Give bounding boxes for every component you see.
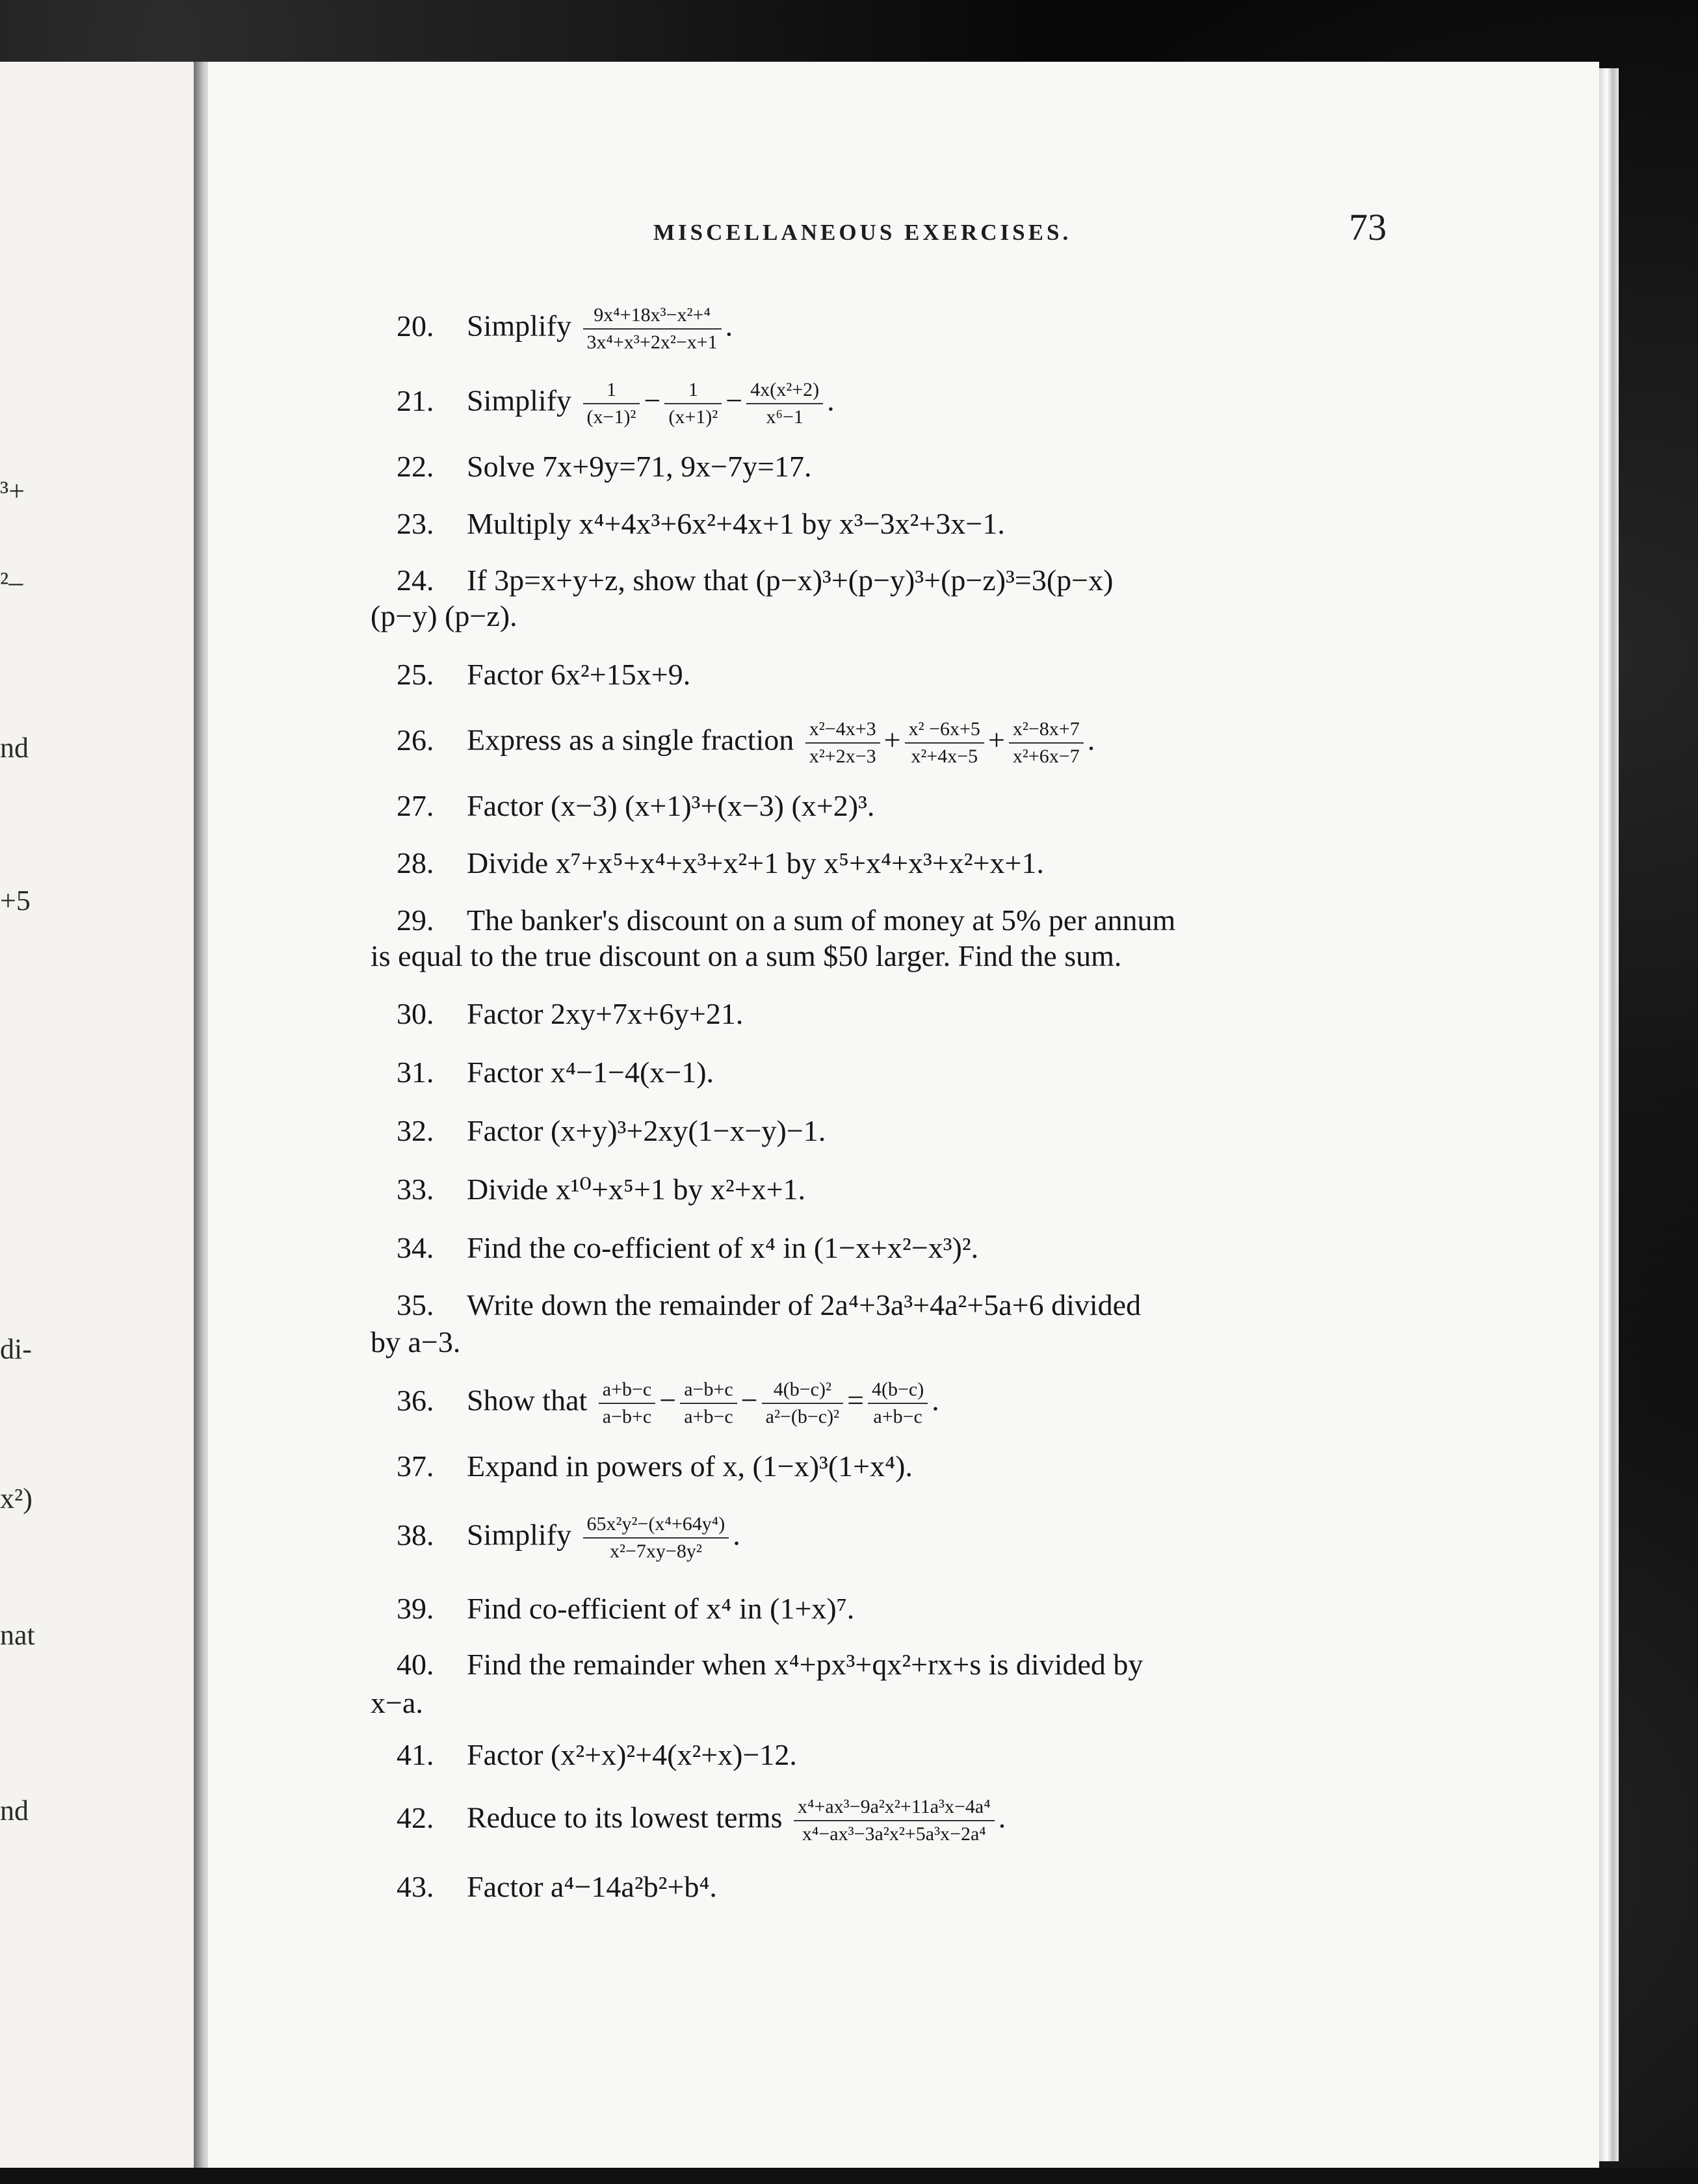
- page-number: 73: [1349, 206, 1387, 248]
- exercise-text: The banker's discount on a sum of money at 5% per annum: [467, 904, 1176, 937]
- exercise-number: 32.: [397, 1114, 434, 1147]
- exercise-number: 43.: [397, 1870, 434, 1903]
- exercise-text: If 3p=x+y+z, show that (p−x)³+(p−y)³+(p−z)³=3(p−x): [467, 564, 1114, 597]
- exercise-text: Find co-efficient of x⁴ in (1+x)⁷.: [467, 1592, 855, 1625]
- numerator: x²−4x+3: [805, 716, 880, 744]
- exercise-item: [397, 1287, 1141, 1323]
- exercise-number: 36.: [397, 1383, 434, 1417]
- exercise-text: Divide x¹⁰+x⁵+1 by x²+x+1.: [467, 1173, 806, 1206]
- denominator: a+b−c: [873, 1406, 922, 1427]
- numerator: 1: [664, 377, 722, 404]
- fraction: [1009, 716, 1084, 770]
- exercise-continuation: is equal to the true discount on a sum $50 larger. Find the sum.: [371, 939, 1122, 972]
- exercise-item: [397, 902, 1175, 939]
- scan-border: [0, 2168, 1698, 2184]
- denominator: a−b+c: [602, 1406, 652, 1427]
- fraction: [868, 1377, 928, 1430]
- exercise-item: [397, 656, 690, 693]
- fraction: [746, 377, 823, 430]
- denominator: x⁶−1: [766, 406, 803, 428]
- exercise-text: Simplify: [467, 1518, 572, 1552]
- exercise-item: [397, 788, 874, 824]
- page-edge: [1599, 68, 1619, 2161]
- exercise-text: Simplify: [467, 384, 572, 417]
- facing-page-text: di-: [0, 1333, 32, 1365]
- exercise-item: [397, 1511, 740, 1565]
- numerator: a−b+c: [680, 1377, 737, 1404]
- exercise-text: Factor 2xy+7x+6y+21.: [467, 997, 744, 1030]
- exercise-text: Factor (x−3) (x+1)³+(x−3) (x+2)³.: [467, 789, 875, 822]
- denominator: (x+1)²: [668, 406, 718, 428]
- exercise-item: [397, 1737, 797, 1773]
- exercise-number: 39.: [397, 1592, 434, 1625]
- exercise-number: 41.: [397, 1738, 434, 1771]
- exercise-number: 21.: [397, 384, 434, 417]
- exercise-number: 33.: [397, 1173, 434, 1206]
- operator: −: [644, 384, 661, 417]
- operator: −: [725, 384, 743, 417]
- operator: −: [659, 1383, 677, 1417]
- fraction: [664, 377, 722, 430]
- exercise-text: Factor x⁴−1−4(x−1).: [467, 1056, 714, 1089]
- punctuation: .: [725, 309, 733, 343]
- exercise-text: Find the co-efficient of x⁴ in (1−x+x²−x³)².: [467, 1231, 979, 1264]
- denominator: (x−1)²: [586, 406, 636, 428]
- fraction: [794, 1794, 995, 1847]
- exercise-item: [397, 996, 743, 1032]
- punctuation: .: [932, 1383, 939, 1417]
- exercise-text: Factor (x²+x)²+4(x²+x)−12.: [467, 1738, 797, 1771]
- exercise-text: Expand in powers of x, (1−x)³(1+x⁴).: [467, 1450, 913, 1483]
- fraction: [583, 377, 640, 430]
- exercise-item: [397, 1377, 939, 1430]
- exercise-item: [397, 1113, 826, 1149]
- operator: +: [987, 723, 1005, 757]
- fraction: [805, 716, 880, 770]
- denominator: x²+6x−7: [1012, 746, 1080, 767]
- numerator: 9x⁴+18x³−x²+⁴: [583, 302, 722, 330]
- exercise-item: [397, 1230, 978, 1266]
- exercise-item: [397, 1448, 913, 1485]
- facing-page-text: nat: [0, 1619, 35, 1651]
- exercise-text: Solve 7x+9y=71, 9x−7y=17.: [467, 450, 812, 483]
- exercise-number: 20.: [397, 309, 434, 343]
- exercise-item: [397, 302, 733, 356]
- punctuation: .: [827, 384, 835, 417]
- fraction: [905, 716, 984, 770]
- exercise-number: 42.: [397, 1800, 434, 1834]
- exercise-number: 35.: [397, 1288, 434, 1321]
- exercise-number: 38.: [397, 1518, 434, 1552]
- exercise-item: [397, 562, 1113, 599]
- exercise-item: [397, 448, 812, 485]
- facing-page-text: nd: [0, 732, 29, 764]
- exercise-item: [397, 1054, 714, 1091]
- facing-page-text: +5: [0, 885, 31, 916]
- fraction: [583, 302, 722, 356]
- facing-page-text: ²–: [0, 566, 23, 598]
- numerator: x²−8x+7: [1009, 716, 1084, 744]
- exercise-number: 37.: [397, 1450, 434, 1483]
- numerator: 1: [583, 377, 640, 404]
- exercise-text: Write down the remainder of 2a⁴+3a³+4a²+5a+6 divided: [467, 1288, 1142, 1321]
- exercise-text: Reduce to its lowest terms: [467, 1800, 783, 1834]
- facing-page-text: x²): [0, 1483, 33, 1514]
- denominator: x⁴−ax³−3a²x²+5a³x−2a⁴: [802, 1823, 986, 1845]
- numerator: 4x(x²+2): [746, 377, 823, 404]
- exercise-text: Factor a⁴−14a²b²+b⁴.: [467, 1870, 717, 1903]
- denominator: x²−7xy−8y²: [609, 1540, 702, 1562]
- denominator: a+b−c: [684, 1406, 733, 1427]
- exercise-number: 23.: [397, 507, 434, 540]
- exercise-text: Show that: [467, 1383, 588, 1417]
- exercise-item: [397, 1794, 1006, 1847]
- exercise-text: Multiply x⁴+4x³+6x²+4x+1 by x³−3x²+3x−1.: [467, 507, 1005, 540]
- denominator: x²+2x−3: [809, 746, 876, 767]
- exercise-text: Simplify: [467, 309, 572, 343]
- exercise-item: [397, 506, 1005, 542]
- denominator: x²+4x−5: [911, 746, 978, 767]
- numerator: x² −6x+5: [905, 716, 984, 744]
- exercise-item: [397, 377, 835, 430]
- denominator: a²−(b−c)²: [765, 1406, 840, 1427]
- exercise-item: [397, 716, 1095, 770]
- exercise-text: Factor 6x²+15x+9.: [467, 658, 691, 691]
- numerator: 65x²y²−(x⁴+64y⁴): [583, 1511, 729, 1539]
- punctuation: .: [733, 1518, 740, 1552]
- denominator: 3x⁴+x³+2x²−x+1: [586, 332, 718, 353]
- exercise-continuation: by a−3.: [371, 1325, 461, 1358]
- operator: +: [883, 723, 901, 757]
- exercise-number: 34.: [397, 1231, 434, 1264]
- exercise-item: [397, 1869, 717, 1905]
- exercise-text: Divide x⁷+x⁵+x⁴+x³+x²+1 by x⁵+x⁴+x³+x²+x+1.: [467, 846, 1044, 879]
- operator: =: [847, 1383, 865, 1417]
- facing-page-text: nd: [0, 1795, 29, 1826]
- exercise-item: [397, 1171, 805, 1208]
- exercise-number: 22.: [397, 450, 434, 483]
- fraction: [762, 1377, 843, 1430]
- exercise-number: 29.: [397, 904, 434, 937]
- numerator: 4(b−c)²: [762, 1377, 843, 1404]
- exercise-text: Factor (x+y)³+2xy(1−x−y)−1.: [467, 1114, 826, 1147]
- punctuation: .: [1087, 723, 1095, 757]
- exercise-item: [397, 1591, 854, 1627]
- numerator: 4(b−c): [868, 1377, 928, 1404]
- facing-page-fragment: [0, 62, 195, 2168]
- exercise-text: Find the remainder when x⁴+px³+qx²+rx+s is divided by: [467, 1648, 1143, 1681]
- running-head: MISCELLANEOUS EXERCISES.: [653, 220, 1072, 245]
- exercise-number: 24.: [397, 564, 434, 597]
- exercise-item: [397, 845, 1044, 881]
- punctuation: .: [998, 1800, 1006, 1834]
- exercise-number: 31.: [397, 1056, 434, 1089]
- numerator: a+b−c: [599, 1377, 655, 1404]
- operator: −: [740, 1383, 758, 1417]
- exercise-number: 30.: [397, 997, 434, 1030]
- exercise-number: 26.: [397, 723, 434, 757]
- fraction: [680, 1377, 737, 1430]
- fraction: [599, 1377, 655, 1430]
- exercise-number: 25.: [397, 658, 434, 691]
- exercise-number: 27.: [397, 789, 434, 822]
- facing-page-text: ³+: [0, 475, 25, 507]
- exercise-text: Express as a single fraction: [467, 723, 794, 757]
- exercise-continuation: (p−y) (p−z).: [371, 599, 517, 632]
- exercise-continuation: x−a.: [371, 1686, 423, 1719]
- numerator: x⁴+ax³−9a²x²+11a³x−4a⁴: [794, 1794, 995, 1821]
- fraction: [583, 1511, 729, 1565]
- exercise-number: 40.: [397, 1648, 434, 1681]
- exercise-number: 28.: [397, 846, 434, 879]
- exercise-item: [397, 1646, 1143, 1683]
